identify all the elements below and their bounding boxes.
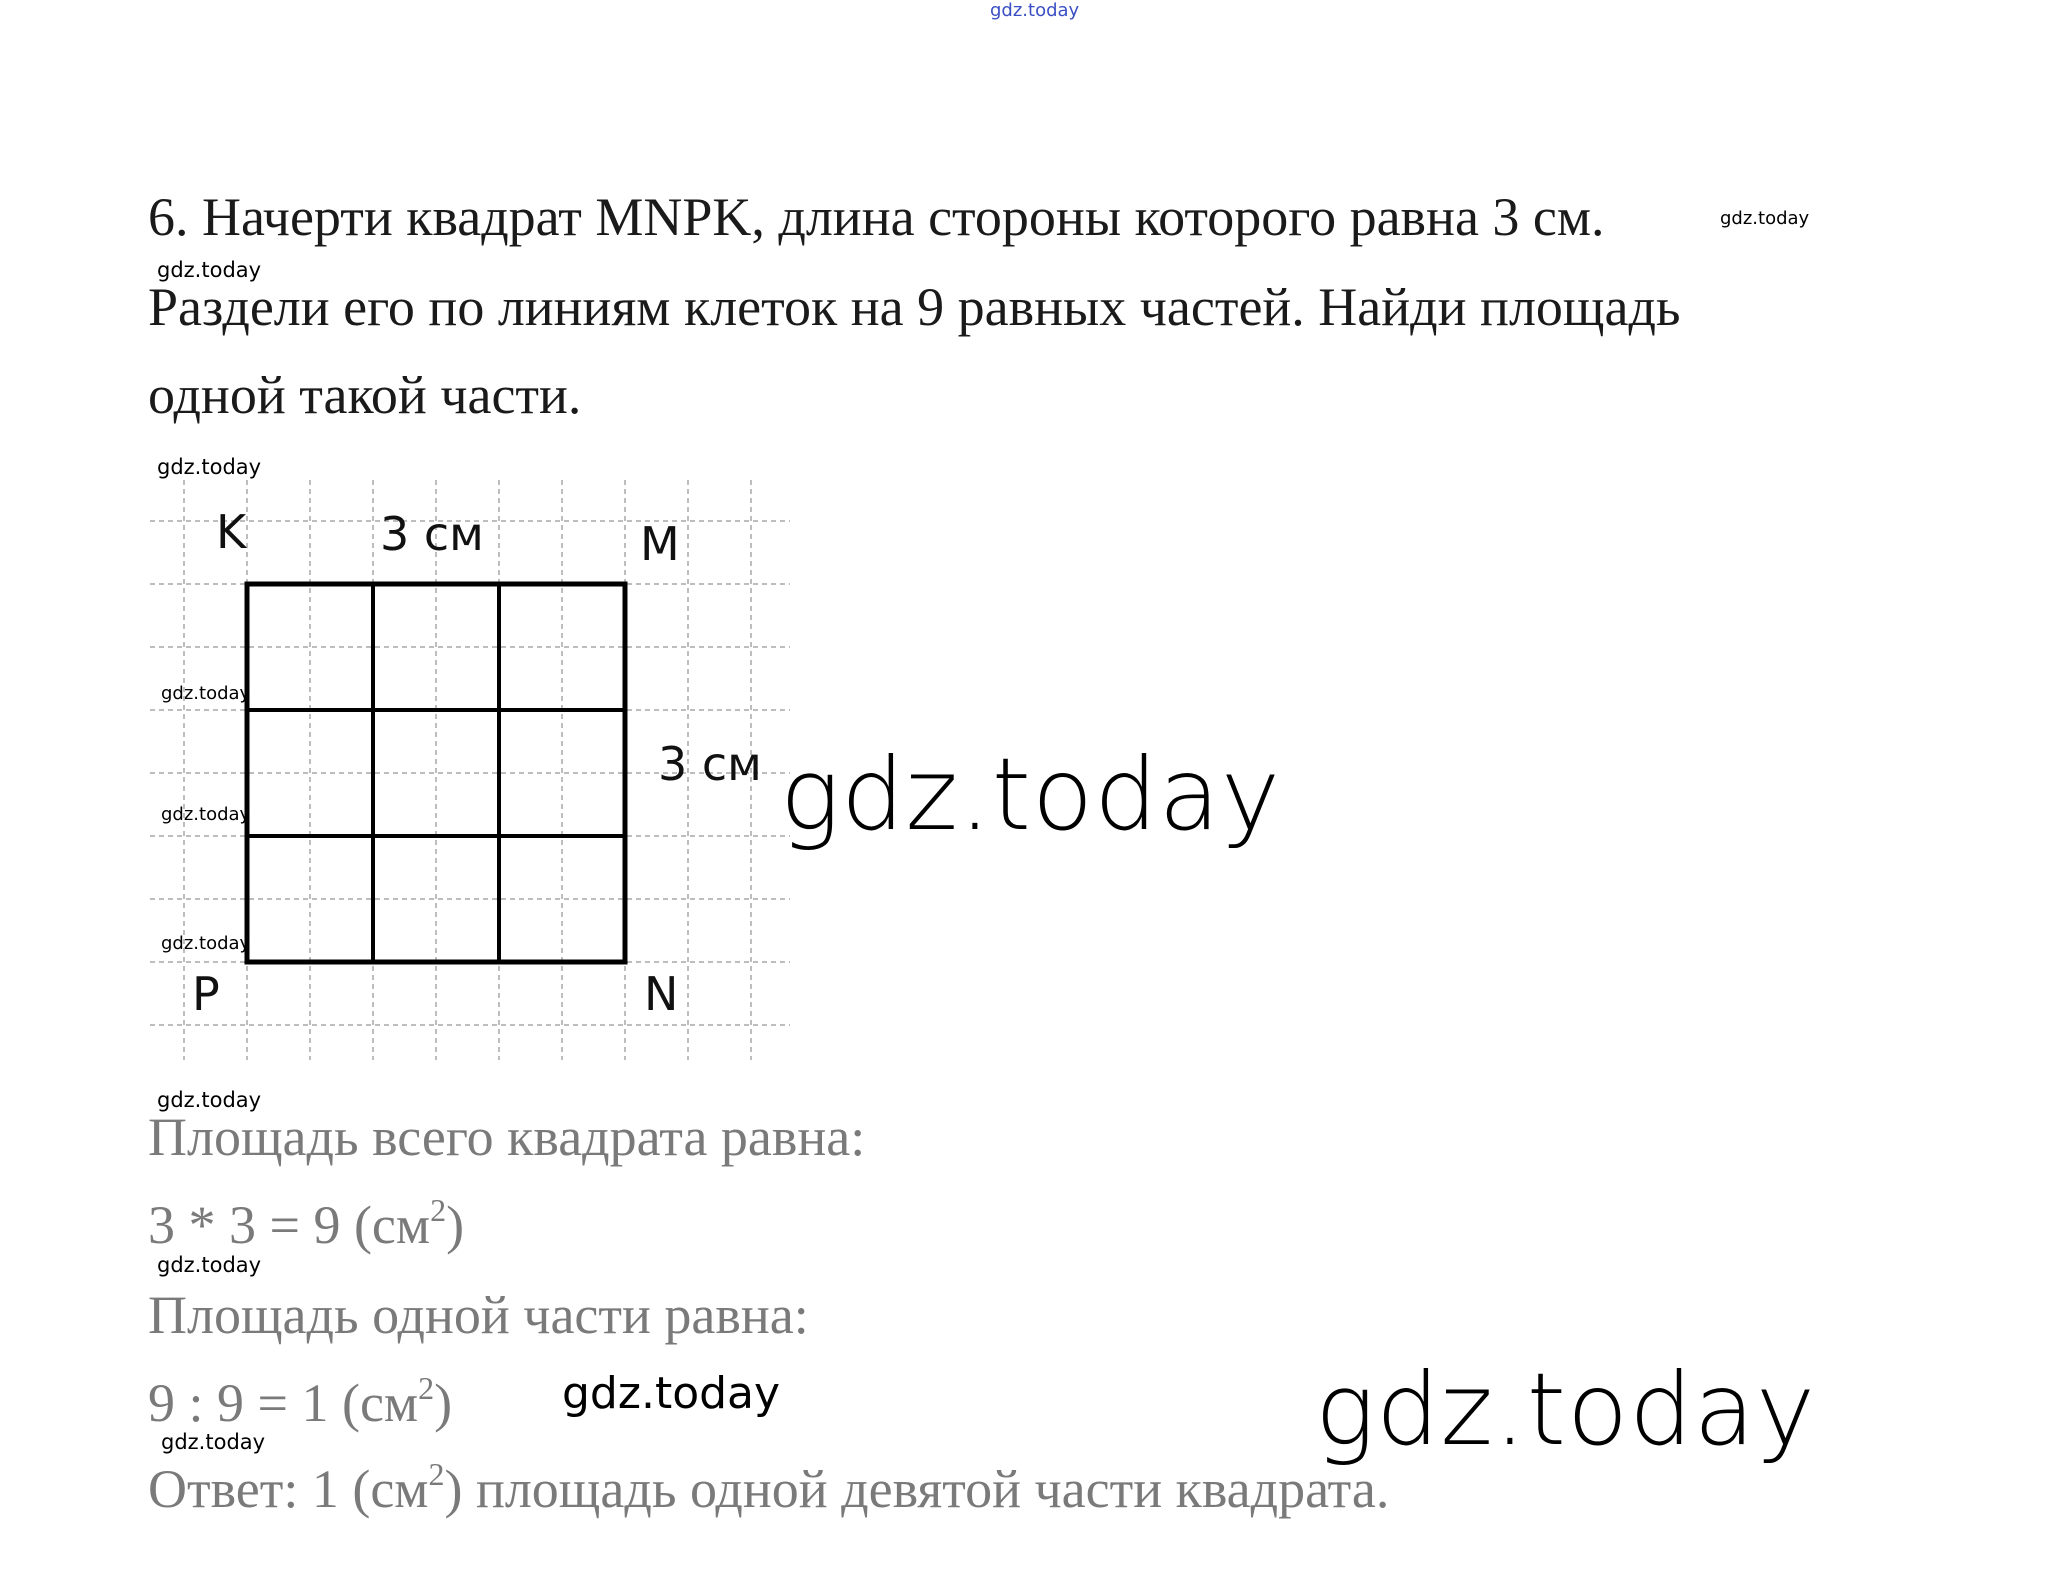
vertex-label-n: N [644,967,679,1021]
watermark-figure-row3: gdz.today [161,933,251,954]
watermark-solution-1: gdz.today [157,1088,262,1112]
vertex-label-p: P [192,967,220,1021]
task-line-2: Раздели его по линиям клеток на 9 равных частей. Найди площадь [148,277,1681,337]
side-right-length-label: 3 см [658,737,762,791]
total-area-heading: Площадь всего квадрата равна: [148,1107,866,1167]
watermark-solution-mid: gdz.today [562,1368,781,1419]
task-line-3: одной такой части. [148,365,582,425]
vertex-label-k: K [216,505,247,559]
watermark-figure-top: gdz.today [157,455,262,479]
watermark-solution-2: gdz.today [157,1253,262,1277]
square-figure [150,480,790,1060]
watermark-task-left: gdz.today [157,258,262,282]
watermark-large-center: gdz.today [780,736,1282,853]
part-area-heading: Площадь одной части равна: [148,1285,809,1345]
vertex-label-m: M [640,517,680,571]
watermark-figure-row1: gdz.today [161,683,251,704]
total-area-expression: 3 * 3 = 9 $(см^2)$ [148,1192,465,1255]
part-area-expression: 9 : 9 = 1 $(см^2)$ [148,1370,453,1433]
answer-line: Ответ: 1 $(см^2)$ площадь одной девятой части квадрата. [148,1456,1390,1519]
watermark-figure-row2: gdz.today [161,804,251,825]
task-line-1: 6. Начерти квадрат MNPK, длина стороны которого равна 3 см. [148,187,1605,247]
side-top-length-label: 3 см [380,507,484,561]
watermark-solution-3: gdz.today [161,1430,266,1454]
watermark-top: gdz.today [990,0,1080,21]
watermark-large-bottom: gdz.today [1315,1351,1817,1468]
watermark-task-right: gdz.today [1720,208,1810,229]
